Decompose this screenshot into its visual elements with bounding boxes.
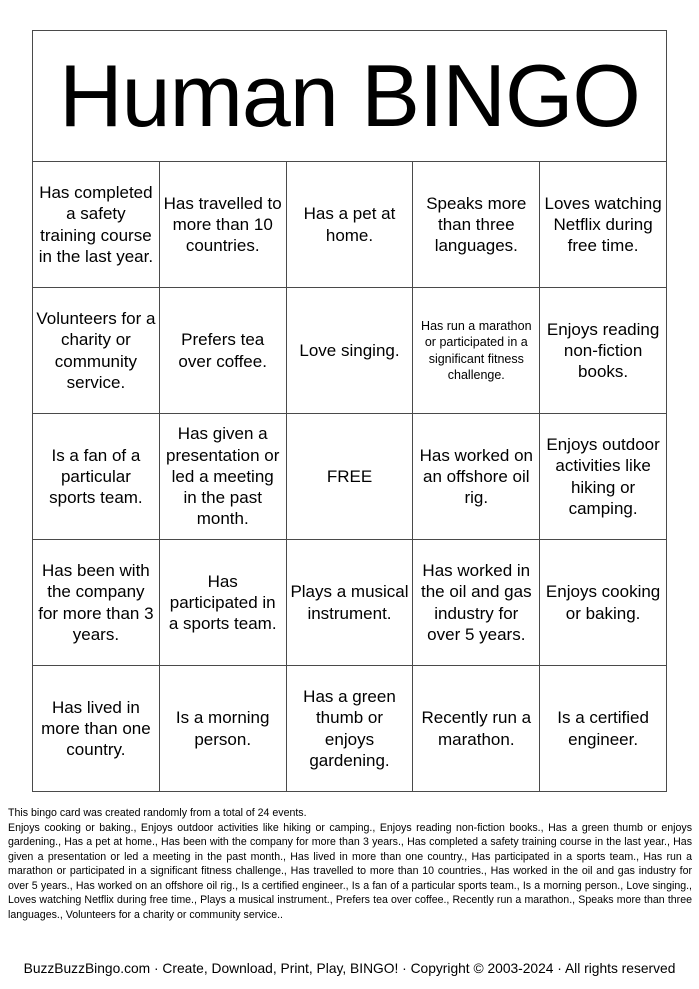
events-list: Enjoys cooking or baking., Enjoys outdoor activities like hiking or camping., Enjoys reading non-fiction books., Has a green thumb or enjoys gardening., Has a pet at home., Has been with the company for more than 3 years., Has completed a safety training course in the last year., Has given a presentation or led a meeting in the past month., Has lived in more than one country., Has participated in a sports team., Has run a marathon or participated in a significant fitness challenge., Has travelled to more than 10 countries., Has worked in the oil and gas industry for over 5 years., Has worked on an offshore oil rig., Is a certified engineer., Is a fan of a particular sports team., Is a morning person., Love singing., Loves watching Netflix during free time., Plays a musical instrument., Prefers tea over coffee., Recently run a marathon., Speaks more than three languages., Volunteers for a charity or community service.. bbox=[8, 821, 692, 921]
bingo-cell-r3c3-free: FREE bbox=[286, 414, 413, 540]
bingo-cell-r1c2: Has travelled to more than 10 countries. bbox=[159, 162, 286, 288]
bingo-cell-r4c2: Has participated in a sports team. bbox=[159, 540, 286, 666]
bingo-row bbox=[33, 666, 667, 792]
bingo-cell-r4c1: Has been with the company for more than 3 years. bbox=[33, 540, 160, 666]
bingo-cell-r5c1: Has lived in more than one country. bbox=[33, 666, 160, 792]
bingo-row bbox=[33, 288, 667, 414]
bingo-cell-r1c1: Has completed a safety training course in the last year. bbox=[33, 162, 160, 288]
bingo-cell-r4c4: Has worked in the oil and gas industry for over 5 years. bbox=[413, 540, 540, 666]
card-summary: This bingo card was created randomly from a total of 24 events. bbox=[8, 807, 307, 819]
page-title: Human BINGO bbox=[33, 31, 667, 162]
bingo-cell-r2c3: Love singing. bbox=[286, 288, 413, 414]
bingo-cell-r4c3: Plays a musical instrument. bbox=[286, 540, 413, 666]
bingo-cell-r5c5: Is a certified engineer. bbox=[540, 666, 667, 792]
bingo-cell-r3c5: Enjoys outdoor activities like hiking or camping. bbox=[540, 414, 667, 540]
bingo-cell-r3c4: Has worked on an offshore oil rig. bbox=[413, 414, 540, 540]
bingo-cell-r5c4: Recently run a marathon. bbox=[413, 666, 540, 792]
bingo-cell-r2c4: Has run a marathon or participated in a significant fitness challenge. bbox=[413, 288, 540, 414]
bingo-row bbox=[33, 414, 667, 540]
card-description bbox=[8, 806, 692, 922]
site-credit: BuzzBuzzBingo.com · Create, Download, Print, Play, BINGO! · Copyright © 2003-2024 · All rights reserved bbox=[23, 961, 676, 976]
bingo-cell-r1c5: Loves watching Netflix during free time. bbox=[540, 162, 667, 288]
bingo-cell-r2c1: Volunteers for a charity or community service. bbox=[33, 288, 160, 414]
bingo-cell-r3c1: Is a fan of a particular sports team. bbox=[33, 414, 160, 540]
title-row bbox=[33, 31, 667, 162]
bingo-cell-r3c2: Has given a presentation or led a meeting in the past month. bbox=[159, 414, 286, 540]
bingo-cell-r4c5: Enjoys cooking or baking. bbox=[540, 540, 667, 666]
bingo-card bbox=[32, 30, 667, 792]
bingo-cell-r2c5: Enjoys reading non-fiction books. bbox=[540, 288, 667, 414]
bingo-cell-r1c3: Has a pet at home. bbox=[286, 162, 413, 288]
bingo-row bbox=[33, 540, 667, 666]
bingo-row bbox=[33, 162, 667, 288]
bingo-cell-r5c3: Has a green thumb or enjoys gardening. bbox=[286, 666, 413, 792]
bingo-cell-r2c2: Prefers tea over coffee. bbox=[159, 288, 286, 414]
bingo-cell-r1c4: Speaks more than three languages. bbox=[413, 162, 540, 288]
bingo-cell-r5c2: Is a morning person. bbox=[159, 666, 286, 792]
